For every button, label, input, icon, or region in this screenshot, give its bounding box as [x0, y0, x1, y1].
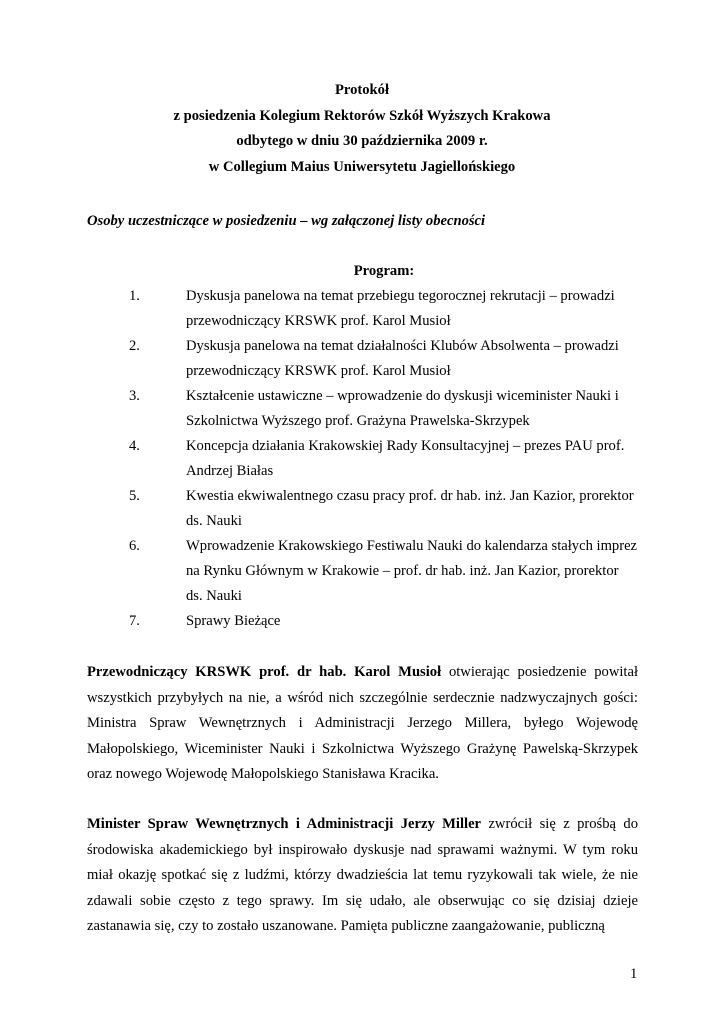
- document-header: [0, 78, 724, 180]
- program-item-text: [186, 334, 646, 384]
- program-item-text: [186, 284, 646, 334]
- program-item-line: Dyskusja panelowa na temat przebiegu tegorocznej rekrutacji – prowadzi: [186, 288, 615, 304]
- program-item: [0, 434, 724, 484]
- program-item-line: Wprowadzenie Krakowskiego Festiwalu Nauki do kalendarza stałych imprez: [186, 538, 638, 554]
- program-item-text: [186, 484, 646, 534]
- speaker-name: Minister Spraw Wewnętrznych i Administracji Jerzy Miller: [87, 816, 482, 832]
- program-item-line: Andrzej Białas: [186, 463, 274, 479]
- program-item-number: 4.: [129, 438, 140, 454]
- program-item-text: [186, 534, 646, 609]
- paragraph-minister: [87, 812, 638, 940]
- paragraph-text: zwrócił się z prośbą do środowiska akademickiego był inspirowało dyskusje nad sprawami ważnymi. W tym roku miał okazję spotkać się z ludźmi, którzy dwadzieścia lat temu ryzykowali tak wiele, że nie zdawali sobie często z tego sprawy. Im się udało, ale obserwując co się dzisiaj dzieje zastanawia się, czy to zostało uszanowane. Pamięta publiczne zaangażowanie, publiczną: [87, 816, 638, 934]
- program-item-line: przewodniczący KRSWK prof. Karol Musioł: [186, 313, 451, 329]
- program-item-number: 5.: [129, 488, 140, 504]
- speaker-name: Przewodniczący KRSWK prof. dr hab. Karol Musioł: [87, 664, 442, 680]
- program-item: [0, 609, 724, 634]
- program-item-line: przewodniczący KRSWK prof. Karol Musioł: [186, 363, 451, 379]
- program-item: [0, 484, 724, 534]
- program-title: Program:: [353, 263, 415, 279]
- program-item: [0, 284, 724, 334]
- program-item-number: 2.: [129, 338, 140, 354]
- program-item-line: Kwestia ekwiwalentnego czasu pracy prof. dr hab. inż. Jan Kazior, prorektor: [186, 488, 634, 504]
- program-item-text: [186, 434, 646, 484]
- header-title: Protokół: [334, 82, 390, 98]
- program-list: [0, 284, 724, 634]
- header-date: odbytego w dniu 30 października 2009 r.: [236, 133, 488, 149]
- program-item-line: Dyskusja panelowa na temat działalności Klubów Absolwenta – prowadzi: [186, 338, 619, 354]
- program-item: [0, 334, 724, 384]
- paragraph-text: otwierając posiedzenie powitał wszystkich przybyłych na nie, a wśród nich szczególnie serdecznie nadzwyczajnych gości: Ministra Spraw Wewnętrznych i Administracji Jerzego Millera, byłego Wojewodę Małopolskiego, Wiceminister Nauki i Szkolnictwa Wyższego Grażynę Pawelską-Skrzypek oraz nowego Wojewodę Małopolskiego Stanisława Kracika.: [87, 664, 638, 782]
- program-item-number: 3.: [129, 388, 140, 404]
- program-item-line: Szkolnictwa Wyższego prof. Grażyna Prawelska-Skrzypek: [186, 413, 530, 429]
- program-item-number: 7.: [129, 613, 140, 629]
- attendees-note: Osoby uczestniczące w posiedzeniu – wg załączonej listy obecności: [87, 213, 486, 229]
- header-location: w Collegium Maius Uniwersytetu Jagiellońskiego: [208, 158, 516, 175]
- program-item-text: [186, 384, 646, 434]
- program-item-line: Sprawy Bieżące: [186, 613, 281, 629]
- page-number: 1: [630, 966, 638, 982]
- program-item: [0, 384, 724, 434]
- program-item: [0, 534, 724, 609]
- program-item-line: Koncepcja działania Krakowskiej Rady Konsultacyjnej – prezes PAU prof.: [186, 438, 625, 454]
- program-item-line: ds. Nauki: [186, 588, 242, 604]
- paragraph-opening: [87, 660, 638, 788]
- program-item-line: Kształcenie ustawiczne – wprowadzenie do dyskusji wiceminister Nauki i: [186, 388, 619, 404]
- program-item-line: na Rynku Głównym w Krakowie – prof. dr hab. inż. Jan Kazior, prorektor: [186, 563, 619, 579]
- program-item-text: [186, 609, 646, 634]
- program-item-line: ds. Nauki: [186, 513, 242, 529]
- header-subtitle: z posiedzenia Kolegium Rektorów Szkół Wyższych Krakowa: [173, 107, 551, 124]
- program-item-number: 6.: [129, 538, 140, 554]
- program-item-number: 1.: [129, 288, 140, 304]
